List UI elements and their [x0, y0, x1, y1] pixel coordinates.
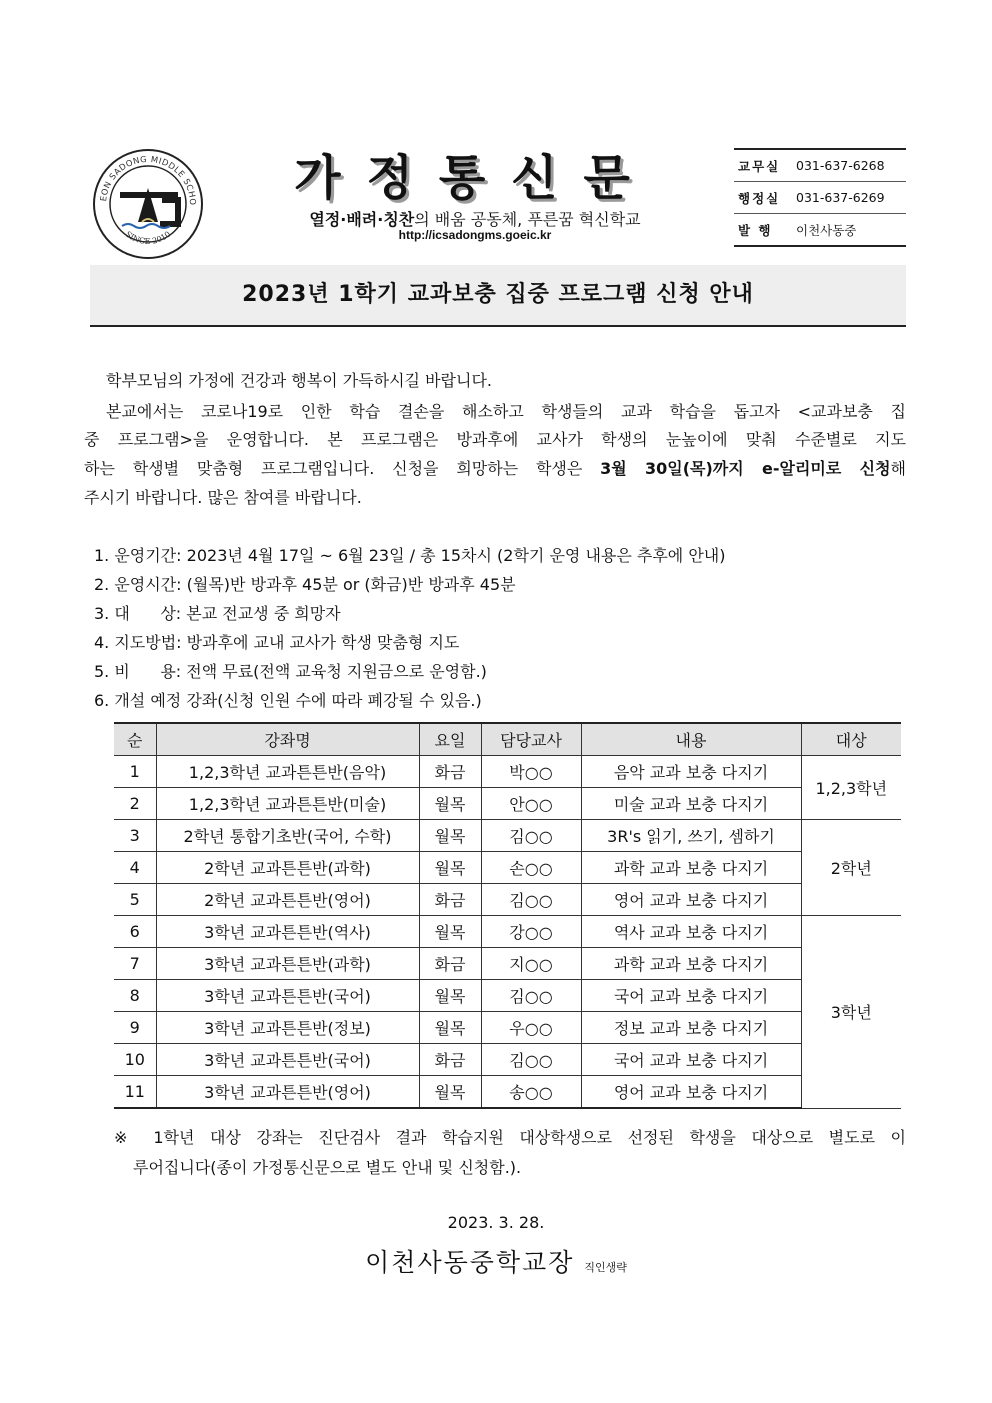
course-content: 과학 교과 보충 다지기: [581, 852, 801, 884]
course-teacher: 송○○: [481, 1076, 581, 1109]
course-day: 월목: [419, 1012, 481, 1044]
notice-title: 2023년 1학기 교과보충 집중 프로그램 신청 안내: [242, 282, 754, 307]
course-teacher: 안○○: [481, 788, 581, 820]
info-item: 1. 운영기간: 2023년 4월 17일 ~ 6월 23일 / 총 15차시 (2학기 운영 내용은 추후에 안내): [94, 546, 726, 565]
course-teacher: 강○○: [481, 916, 581, 948]
deadline-highlight: 3월 30일(목)까지 e-알리미로 신청: [600, 459, 891, 478]
course-content: 영어 교과 보충 다지기: [581, 884, 801, 916]
row-number: 7: [114, 948, 156, 980]
course-name: 3학년 교과튼튼반(영어): [156, 1076, 419, 1109]
course-name: 3학년 교과튼튼반(역사): [156, 916, 419, 948]
intro-text: 해: [890, 459, 906, 478]
contact-label: 교무실: [734, 149, 792, 182]
contact-row: [734, 149, 906, 182]
course-name: 2학년 통합기초반(국어, 수학): [156, 820, 419, 852]
course-content: 역사 교과 보충 다지기: [581, 916, 801, 948]
course-day: 화금: [419, 884, 481, 916]
course-day: 화금: [419, 1044, 481, 1076]
course-name: 3학년 교과튼튼반(국어): [156, 1044, 419, 1076]
course-teacher: 김○○: [481, 980, 581, 1012]
course-name: 2학년 교과튼튼반(과학): [156, 852, 419, 884]
column-header: 대상: [801, 723, 901, 756]
row-number: 1: [114, 756, 156, 788]
course-teacher: 손○○: [481, 852, 581, 884]
table-row: [114, 884, 901, 916]
row-number: 8: [114, 980, 156, 1012]
course-content: 국어 교과 보충 다지기: [581, 1044, 801, 1076]
course-content: 과학 교과 보충 다지기: [581, 948, 801, 980]
course-table: [114, 722, 901, 1109]
course-name: 1,2,3학년 교과튼튼반(미술): [156, 788, 419, 820]
table-row: [114, 980, 901, 1012]
footnote-line: ※ 1학년 대상 강좌는 진단검사 결과 학습지원 대상학생으로 선정된 학생을 대상으로 별도로 이: [114, 1128, 906, 1147]
contact-row: [734, 182, 906, 214]
course-teacher: 김○○: [481, 884, 581, 916]
column-header: 순: [114, 723, 156, 756]
issue-date: 2023. 3. 28.: [447, 1213, 545, 1232]
course-day: 월목: [419, 852, 481, 884]
course-day: 화금: [419, 756, 481, 788]
course-name: 1,2,3학년 교과튼튼반(음악): [156, 756, 419, 788]
table-row: [114, 1044, 901, 1076]
contact-label: 행정실: [734, 182, 792, 214]
course-target: 2학년: [801, 820, 901, 916]
column-header: 요일: [419, 723, 481, 756]
contact-value: 031-637-6268: [792, 149, 906, 182]
course-name: 2학년 교과튼튼반(영어): [156, 884, 419, 916]
column-header: 담당교사: [481, 723, 581, 756]
school-slogan: [240, 207, 710, 230]
course-content: 음악 교과 보충 다지기: [581, 756, 801, 788]
intro-line: 중 프로그램>을 운영합니다. 본 프로그램은 방과후에 교사가 학생의 눈높이에 맞춰 수준별로 지도: [84, 430, 906, 449]
principal-signature: [0, 1243, 992, 1279]
course-content: 3R's 읽기, 쓰기, 셈하기: [581, 820, 801, 852]
row-number: 5: [114, 884, 156, 916]
info-item: 3. 대 상: 본교 전교생 중 희망자: [94, 604, 341, 623]
course-content: 정보 교과 보충 다지기: [581, 1012, 801, 1044]
footnote-line: 루어집니다(종이 가정통신문으로 별도 안내 및 신청함.).: [133, 1158, 522, 1177]
course-teacher: 지○○: [481, 948, 581, 980]
course-teacher: 우○○: [481, 1012, 581, 1044]
info-item: 4. 지도방법: 방과후에 교내 교사가 학생 맞춤형 지도: [94, 633, 460, 652]
course-target: 1,2,3학년: [801, 756, 901, 820]
logo-ring-text: EON SADONG MIDDLE SCHO: [98, 153, 199, 206]
seal-omitted-note: 직인생략: [584, 1261, 627, 1274]
table-row: [114, 916, 901, 948]
course-name: 3학년 교과튼튼반(과학): [156, 948, 419, 980]
signature-name: 이천사동중학교장: [365, 1248, 575, 1277]
table-row: [114, 1076, 901, 1109]
course-content: 국어 교과 보충 다지기: [581, 980, 801, 1012]
slogan-rest: 의 배움 공동체, 푸른꿈 혁신학교: [414, 210, 641, 229]
contact-value: 이천사동중: [792, 214, 906, 247]
course-day: 월목: [419, 916, 481, 948]
table-row: [114, 756, 901, 788]
course-day: 월목: [419, 788, 481, 820]
school-logo: [92, 148, 204, 260]
logo-since-text: SINCE 2010: [123, 229, 173, 247]
table-row: [114, 852, 901, 884]
table-row: [114, 1012, 901, 1044]
course-teacher: 박○○: [481, 756, 581, 788]
intro-line: 본교에서는 코로나19로 인한 학습 결손을 해소하고 학생들의 교과 학습을 돕고자 <교과보충 집: [106, 402, 906, 421]
course-content: 영어 교과 보충 다지기: [581, 1076, 801, 1109]
course-teacher: 김○○: [481, 1044, 581, 1076]
table-row: [114, 948, 901, 980]
row-number: 6: [114, 916, 156, 948]
table-header-row: [114, 723, 901, 756]
contact-label: 발 행: [734, 214, 792, 247]
course-name: 3학년 교과튼튼반(정보): [156, 1012, 419, 1044]
column-header: 강좌명: [156, 723, 419, 756]
column-header: 내용: [581, 723, 801, 756]
intro-text: 하는 학생별 맞춤형 프로그램입니다. 신청을 희망하는 학생은: [84, 459, 601, 478]
row-number: 10: [114, 1044, 156, 1076]
course-name: 3학년 교과튼튼반(국어): [156, 980, 419, 1012]
row-number: 11: [114, 1076, 156, 1109]
school-url-link[interactable]: http://icsadongms.goeic.kr: [398, 228, 552, 242]
intro-line: 학부모님의 가정에 건강과 행복이 가득하시길 바랍니다.: [106, 371, 493, 390]
row-number: 4: [114, 852, 156, 884]
intro-line: 주시기 바랍니다. 많은 참여를 바랍니다.: [84, 488, 362, 507]
course-teacher: 김○○: [481, 820, 581, 852]
intro-line-deadline: [84, 453, 906, 484]
course-content: 미술 교과 보충 다지기: [581, 788, 801, 820]
page-title: 가정통신문: [294, 150, 656, 206]
table-row: [114, 788, 901, 820]
row-number: 3: [114, 820, 156, 852]
row-number: 2: [114, 788, 156, 820]
info-item: 2. 운영시간: (월목)반 방과후 45분 or (화금)반 방과후 45분: [94, 575, 516, 594]
contact-table: [734, 148, 906, 247]
row-number: 9: [114, 1012, 156, 1044]
contact-value: 031-637-6269: [792, 182, 906, 214]
course-day: 월목: [419, 820, 481, 852]
course-day: 월목: [419, 1076, 481, 1109]
slogan-bold: 열정·배려·칭찬: [309, 210, 415, 229]
course-day: 월목: [419, 980, 481, 1012]
table-row: [114, 820, 901, 852]
info-item: 6. 개설 예정 강좌(신청 인원 수에 따라 폐강될 수 있음.): [94, 691, 482, 710]
contact-row: [734, 214, 906, 247]
course-day: 화금: [419, 948, 481, 980]
info-item: 5. 비 용: 전액 무료(전액 교육청 지원금으로 운영함.): [94, 662, 487, 681]
course-target: 3학년: [801, 916, 901, 1109]
svg-text:SINCE 2010: [124, 230, 173, 246]
